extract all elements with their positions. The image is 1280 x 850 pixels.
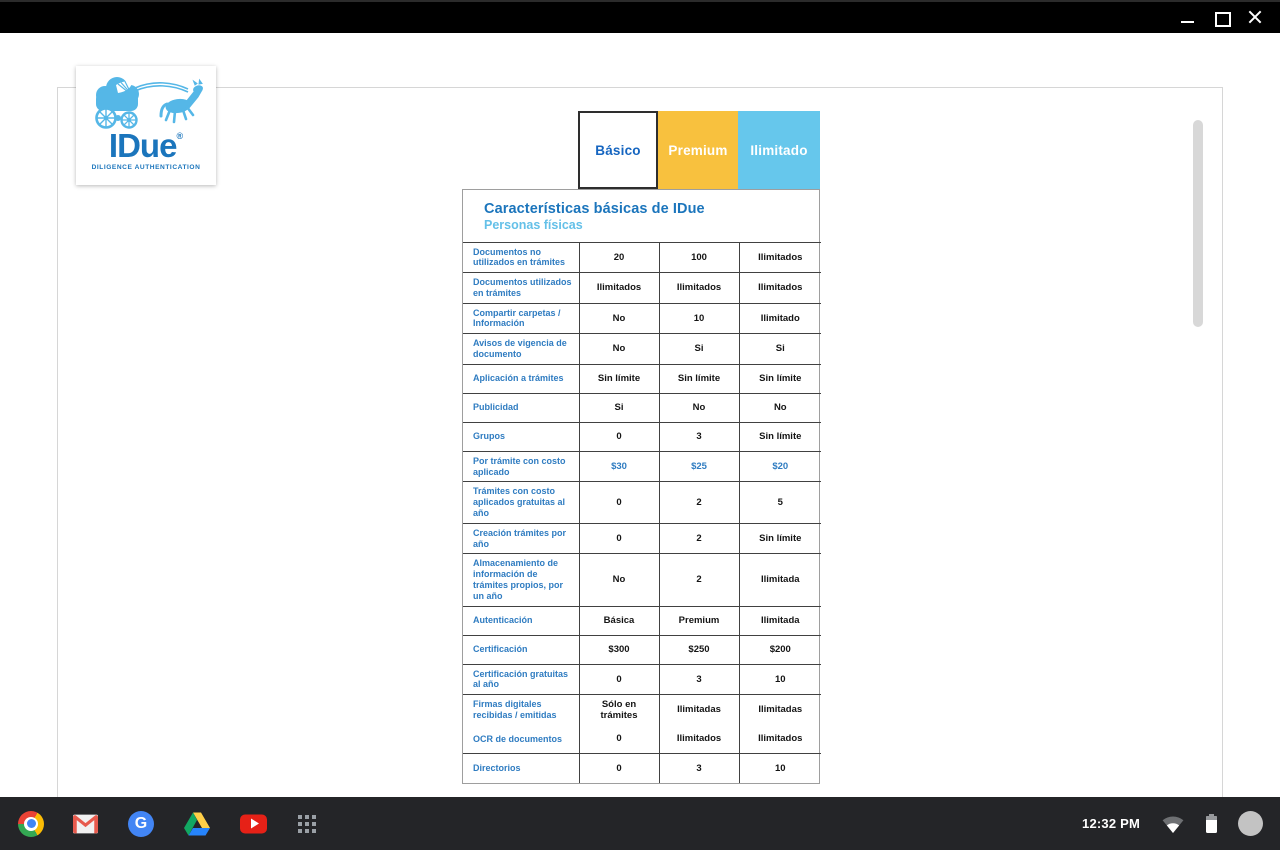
table-row bbox=[463, 273, 821, 304]
table-row bbox=[463, 242, 821, 273]
row-value: 0 bbox=[579, 523, 659, 554]
row-value: Premium bbox=[659, 606, 739, 635]
row-value: Ilimitados bbox=[739, 725, 821, 754]
registered-mark: ® bbox=[176, 131, 184, 141]
row-label: OCR de documentos bbox=[463, 725, 579, 754]
row-value: Si bbox=[659, 334, 739, 365]
minimize-icon[interactable] bbox=[1180, 10, 1195, 25]
row-value: No bbox=[659, 393, 739, 422]
row-value: Ilimitados bbox=[659, 273, 739, 304]
row-value: 10 bbox=[739, 754, 821, 783]
row-value: $25 bbox=[659, 451, 739, 482]
logo-tagline: DILIGENCE AUTHENTICATION bbox=[91, 164, 201, 171]
row-value: $300 bbox=[579, 635, 659, 664]
gmail-icon[interactable] bbox=[73, 814, 98, 833]
row-value: 20 bbox=[579, 242, 659, 273]
row-value: 100 bbox=[659, 242, 739, 273]
row-label: Almacenamiento de información de trámites propios, por un año bbox=[463, 554, 579, 606]
row-value: $200 bbox=[739, 635, 821, 664]
google-icon[interactable]: G bbox=[128, 811, 154, 837]
row-value: Básica bbox=[579, 606, 659, 635]
row-label: Por trámite con costo aplicado bbox=[463, 451, 579, 482]
row-value: Sin límite bbox=[659, 364, 739, 393]
wifi-icon bbox=[1161, 814, 1185, 834]
row-label: Compartir carpetas / Información bbox=[463, 303, 579, 334]
row-value: Ilimitada bbox=[739, 606, 821, 635]
avatar[interactable] bbox=[1238, 811, 1263, 836]
table-row bbox=[463, 482, 821, 523]
row-value: Si bbox=[579, 393, 659, 422]
row-value: $30 bbox=[579, 451, 659, 482]
row-value: Ilimitados bbox=[659, 725, 739, 754]
row-label: Documentos utilizados en trámites bbox=[463, 273, 579, 304]
table-row bbox=[463, 695, 821, 725]
chrome-icon[interactable] bbox=[18, 811, 44, 837]
row-value: No bbox=[739, 393, 821, 422]
row-value: 10 bbox=[659, 303, 739, 334]
row-value: 0 bbox=[579, 754, 659, 783]
table-subtitle: Personas físicas bbox=[484, 218, 583, 233]
table-row bbox=[463, 635, 821, 664]
row-value: Ilimitados bbox=[739, 242, 821, 273]
row-value: Sólo en trámites bbox=[579, 695, 659, 725]
row-value: 2 bbox=[659, 482, 739, 523]
row-value: 3 bbox=[659, 664, 739, 695]
window-titlebar bbox=[0, 0, 1280, 33]
row-value: Ilimitadas bbox=[659, 695, 739, 725]
row-value: No bbox=[579, 334, 659, 365]
clock: 12:32 PM bbox=[1082, 816, 1140, 831]
table-row bbox=[463, 554, 821, 606]
row-value: 0 bbox=[579, 664, 659, 695]
row-value: Sin límite bbox=[739, 422, 821, 451]
table-row bbox=[463, 303, 821, 334]
row-label: Certificación gratuitas al año bbox=[463, 664, 579, 695]
row-label: Documentos no utilizados en trámites bbox=[463, 242, 579, 273]
table-row bbox=[463, 451, 821, 482]
row-value: No bbox=[579, 554, 659, 606]
row-value: Sin límite bbox=[579, 364, 659, 393]
row-label: Trámites con costo aplicados gratuitas al año bbox=[463, 482, 579, 523]
row-label: Aplicación a trámites bbox=[463, 364, 579, 393]
plan-tab-ilimitado[interactable]: Ilimitado bbox=[738, 111, 820, 189]
plan-tabs bbox=[578, 111, 820, 189]
row-value: 10 bbox=[739, 664, 821, 695]
row-value: 0 bbox=[579, 482, 659, 523]
table-row bbox=[463, 334, 821, 365]
row-label: Directorios bbox=[463, 754, 579, 783]
row-value: Ilimitadas bbox=[739, 695, 821, 725]
row-value: Ilimitado bbox=[739, 303, 821, 334]
row-value: Sin límite bbox=[739, 523, 821, 554]
plan-tab-básico[interactable]: Básico bbox=[578, 111, 658, 189]
row-value: 2 bbox=[659, 523, 739, 554]
row-label: Publicidad bbox=[463, 393, 579, 422]
table-row bbox=[463, 523, 821, 554]
page-content bbox=[0, 33, 1280, 797]
window-controls bbox=[1180, 10, 1280, 25]
row-value: 2 bbox=[659, 554, 739, 606]
table-row bbox=[463, 393, 821, 422]
table-row bbox=[463, 754, 821, 783]
drive-icon[interactable] bbox=[184, 812, 210, 835]
table-row bbox=[463, 422, 821, 451]
row-label: Creación trámites por año bbox=[463, 523, 579, 554]
logo-brand-row bbox=[109, 129, 183, 162]
battery-icon bbox=[1206, 814, 1217, 833]
row-label: Avisos de vigencia de documento bbox=[463, 334, 579, 365]
row-value: 5 bbox=[739, 482, 821, 523]
row-value: $20 bbox=[739, 451, 821, 482]
plan-tab-premium[interactable]: Premium bbox=[658, 111, 738, 189]
row-value: 3 bbox=[659, 422, 739, 451]
idue-logo bbox=[76, 66, 216, 185]
youtube-icon[interactable] bbox=[240, 814, 267, 833]
app-launcher-icon[interactable] bbox=[298, 815, 316, 833]
table-title-row bbox=[463, 190, 821, 242]
table-row bbox=[463, 664, 821, 695]
row-value: 0 bbox=[579, 422, 659, 451]
table-row bbox=[463, 725, 821, 754]
row-value: $250 bbox=[659, 635, 739, 664]
row-label: Autenticación bbox=[463, 606, 579, 635]
close-icon[interactable] bbox=[1248, 10, 1263, 25]
row-label: Grupos bbox=[463, 422, 579, 451]
carriage-horse-icon bbox=[85, 75, 207, 133]
row-label: Firmas digitales recibidas / emitidas bbox=[463, 695, 579, 725]
table-row bbox=[463, 606, 821, 635]
table-row bbox=[463, 364, 821, 393]
table-title: Características básicas de IDue bbox=[484, 201, 705, 218]
row-value: 0 bbox=[579, 725, 659, 754]
row-value: Ilimitados bbox=[739, 273, 821, 304]
status-area[interactable] bbox=[1082, 797, 1280, 850]
row-value: Sin límite bbox=[739, 364, 821, 393]
row-label: Certificación bbox=[463, 635, 579, 664]
row-value: Ilimitada bbox=[739, 554, 821, 606]
row-value: 3 bbox=[659, 754, 739, 783]
row-value: Si bbox=[739, 334, 821, 365]
logo-brand-text: IDue bbox=[108, 127, 177, 164]
shelf bbox=[0, 797, 1280, 850]
vertical-scrollbar-thumb[interactable] bbox=[1193, 120, 1203, 327]
pricing-table bbox=[462, 189, 820, 784]
row-value: Ilimitados bbox=[579, 273, 659, 304]
maximize-icon[interactable] bbox=[1214, 10, 1229, 25]
row-value: No bbox=[579, 303, 659, 334]
